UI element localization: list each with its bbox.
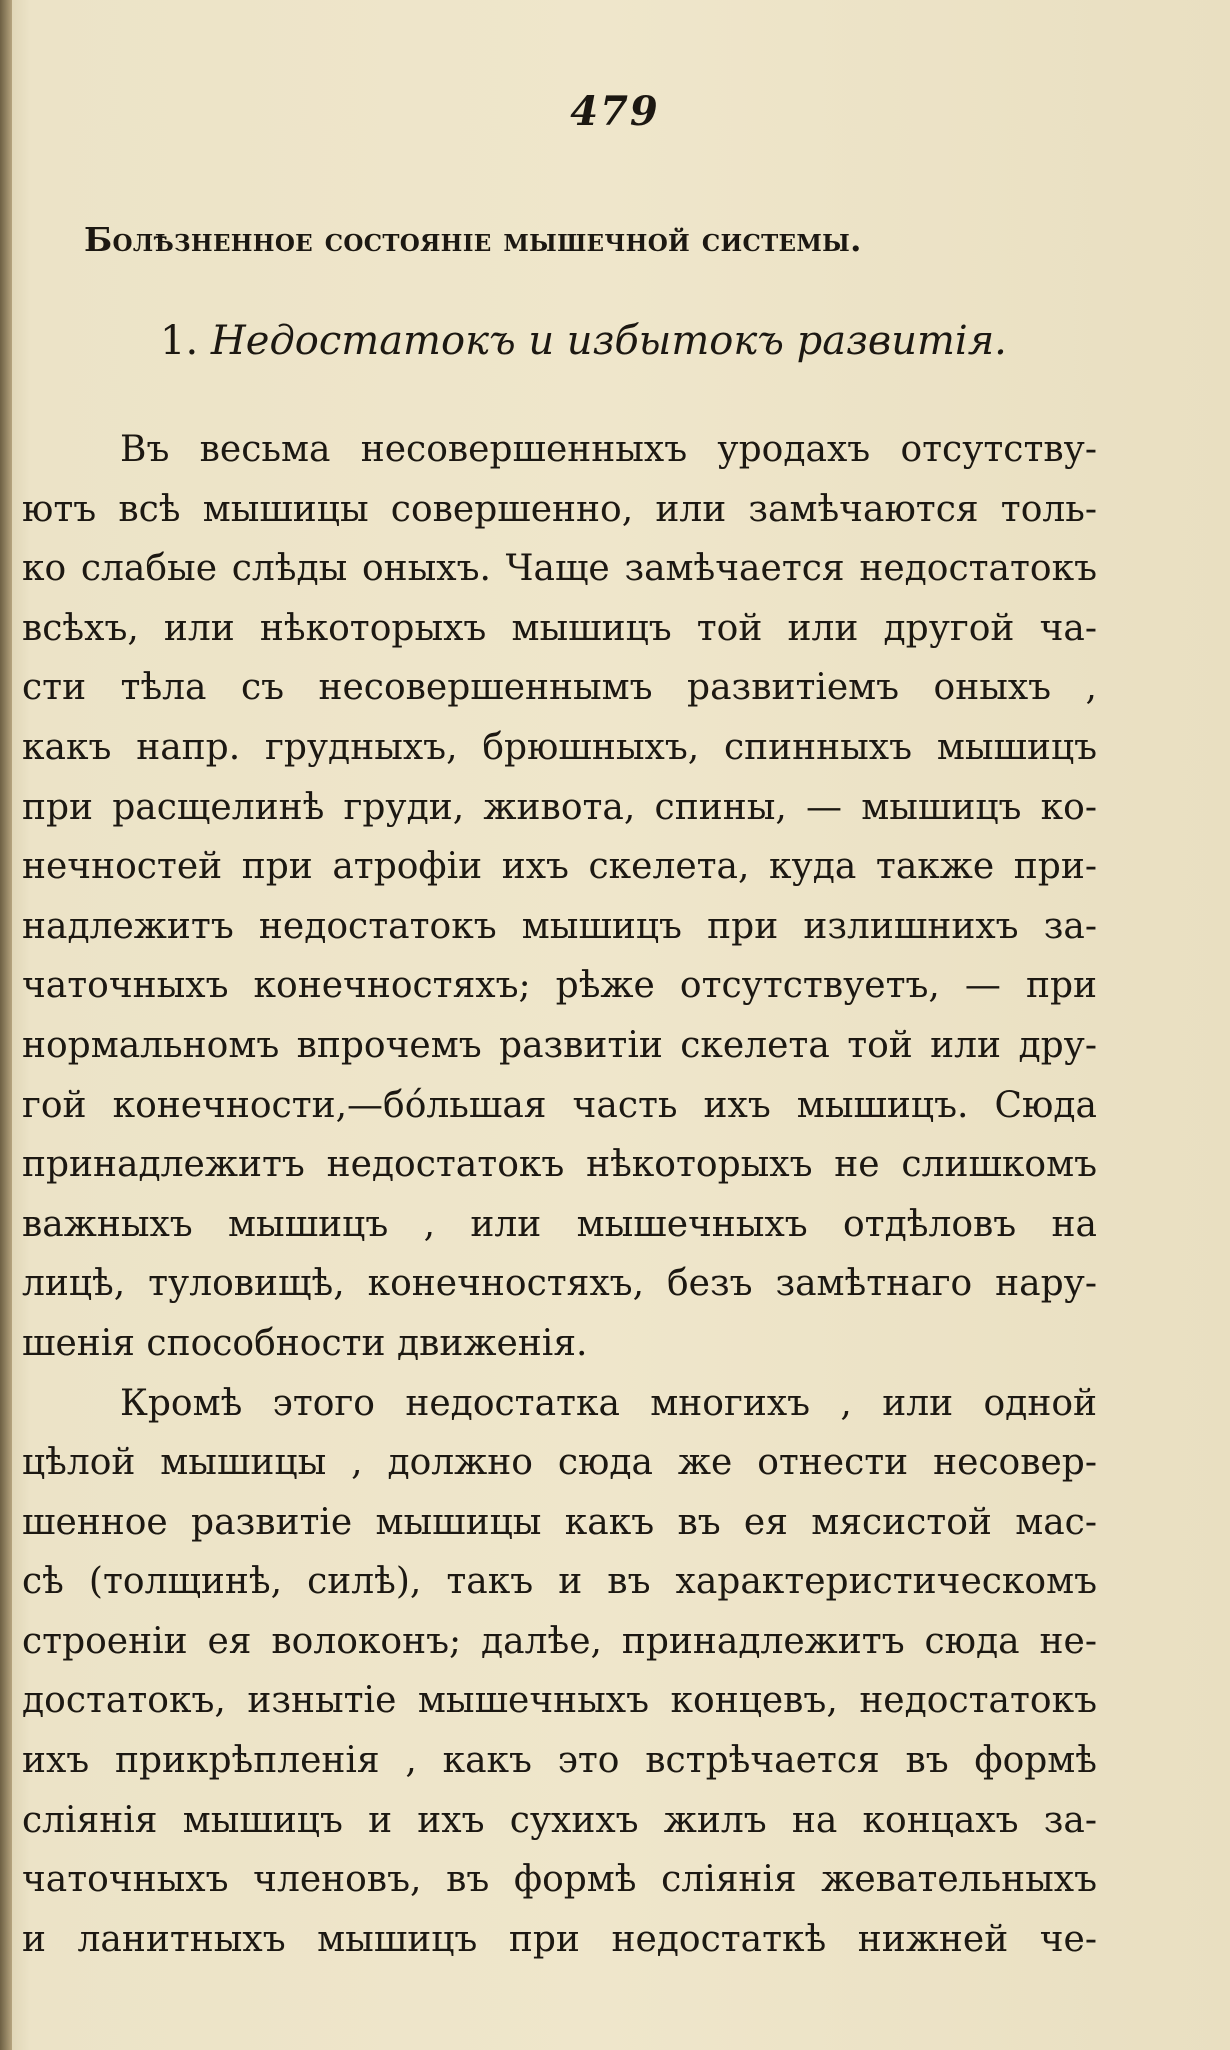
text-line: ютъ всѣ мышицы совершенно, или замѣчаются толь- — [22, 488, 1097, 530]
section-title: Болѣзненное состояніе мышечной системы. — [84, 220, 862, 259]
text-line: принадлежитъ недостатокъ нѣкоторыхъ не слишкомъ — [22, 1144, 1097, 1186]
text-line: ихъ прикрѣпленія , какъ это встрѣчается въ формѣ — [22, 1740, 1097, 1782]
text-line: ко слабые слѣды оныхъ. Чаще замѣчается недостатокъ — [22, 548, 1097, 590]
text-line: всѣхъ, или нѣкоторыхъ мышицъ той или другой ча- — [22, 607, 1097, 649]
text-line: чаточныхъ конечностяхъ; рѣже отсутствуетъ, — при — [22, 965, 1097, 1007]
text-line: при расщелинѣ груди, живота, спины, — мышицъ ко- — [22, 786, 1097, 828]
text-line: достатокъ, изнытіе мышечныхъ концевъ, недостатокъ — [22, 1680, 1097, 1722]
text-line: нормальномъ впрочемъ развитіи скелета той или дру- — [22, 1024, 1097, 1066]
text-line: нечностей при атрофіи ихъ скелета, куда также при- — [22, 846, 1097, 888]
text-line: Кромѣ этого недостатка многихъ , или одной — [120, 1382, 1097, 1424]
subsection-number: 1. — [160, 318, 199, 364]
text-line: лицѣ, туловищѣ, конечностяхъ, безъ замѣтнаго нару- — [22, 1263, 1097, 1305]
text-line: и ланитныхъ мышицъ при недостаткѣ нижней че- — [22, 1918, 1097, 1960]
subsection-title: Недостатокъ и избытокъ развитія. — [210, 318, 1007, 364]
text-line: надлежитъ недостатокъ мышицъ при излишнихъ за- — [22, 905, 1097, 947]
text-line: шенное развитіе мышицы какъ въ ея мясистой мас- — [22, 1501, 1097, 1543]
text-line: важныхъ мышицъ , или мышечныхъ отдѣловъ на — [22, 1203, 1097, 1245]
text-line: гой конечности,—бо́льшая часть ихъ мышицъ. Сюда — [22, 1084, 1097, 1126]
body-text — [22, 420, 1097, 1969]
page-spine-edge — [0, 0, 12, 2050]
text-line: шенія способности движенія. — [22, 1322, 588, 1364]
text-line: Въ весьма несовершенныхъ уродахъ отсутству- — [120, 429, 1097, 470]
text-line: чаточныхъ членовъ, въ формѣ сліянія жевательныхъ — [22, 1859, 1097, 1901]
subsection-heading — [160, 318, 1007, 364]
text-line: цѣлой мышицы , должно сюда же отнести несовер- — [22, 1442, 1097, 1484]
text-line: сти тѣла съ несовершеннымъ развитіемъ оныхъ , — [22, 667, 1097, 709]
text-line: сѣ (толщинѣ, силѣ), такъ и въ характеристическомъ — [22, 1561, 1097, 1603]
page-number: 479 — [570, 88, 660, 135]
text-line: сліянія мышицъ и ихъ сухихъ жилъ на концахъ за- — [22, 1799, 1097, 1841]
text-line: строеніи ея волоконъ; далѣе, принадлежитъ сюда не- — [22, 1620, 1097, 1662]
text-line: какъ напр. грудныхъ, брюшныхъ, спинныхъ мышицъ — [22, 726, 1097, 768]
